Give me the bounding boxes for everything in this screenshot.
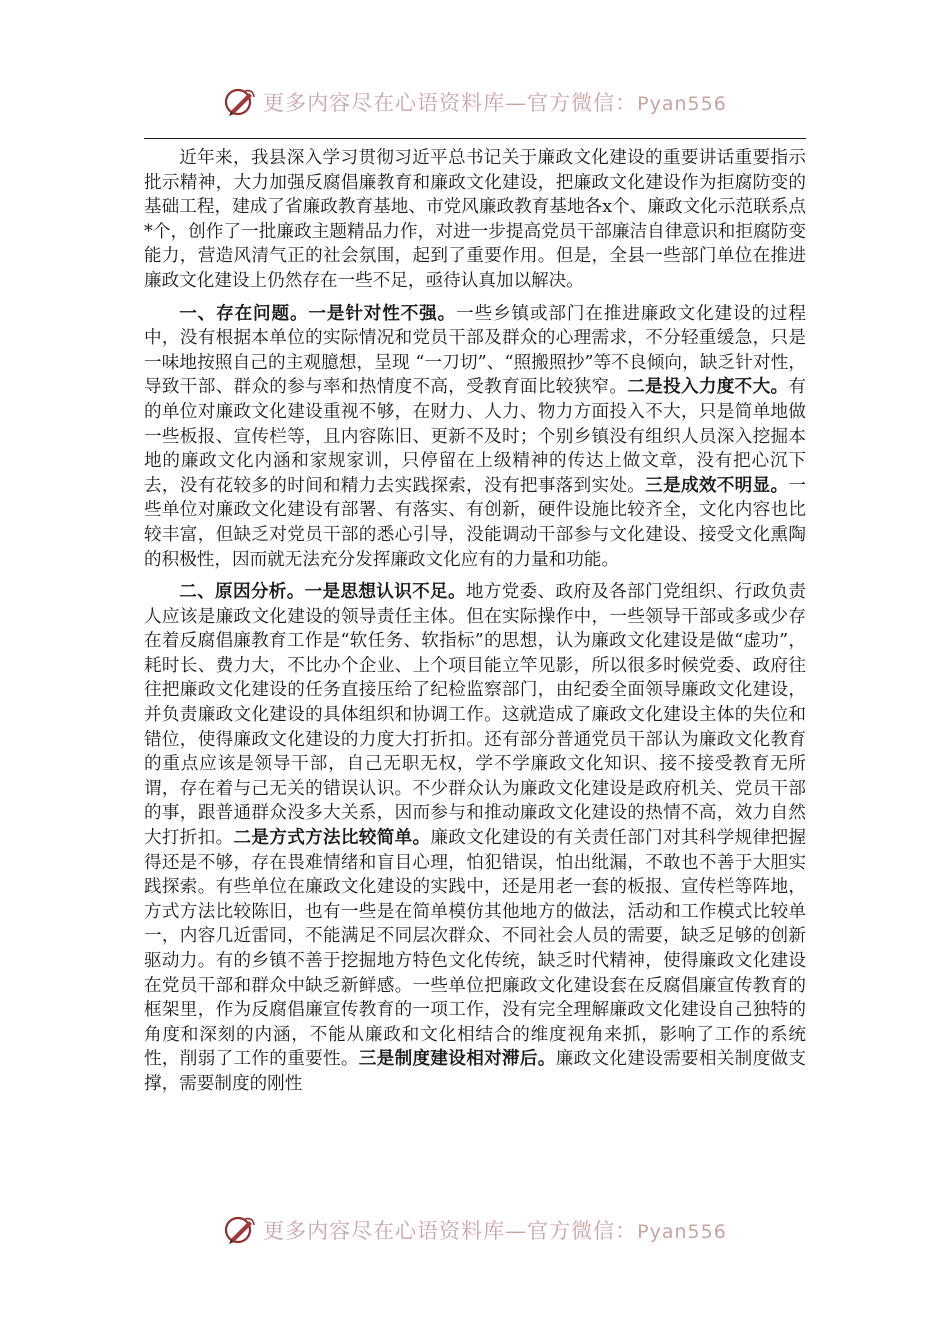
intro-paragraph: 近年来，我县深入学习贯彻习近平总书记关于廉政文化建设的重要讲话重要指示批示精神，大力加强反腐倡廉教育和廉政文化建设，把廉政文化建设作为拒腐防变的基础工程，建成了省廉政教育基地、市党风廉政教育基地各x个、廉政文化示范联系点*个，创作了一批廉政主题精品力作，对进一步提高党员干部廉洁自律意识和拒腐防变能力，营造风清气正的社会氛围，起到了重要作用。但是，全县一些部门单位在推进廉政文化建设上仍然存在一些不足，亟待认真加以解决。 <box>144 148 806 291</box>
section-heading: 二、原因分析。 <box>179 581 305 603</box>
footer-banner <box>0 1210 950 1250</box>
point-title: 三是成效不明显。 <box>645 474 789 496</box>
section-causes: 二、原因分析。一是思想认识不足。地方党委、政府及各部门党组织、行政负责人应该是廉政文化建设的领导责任主体。但在实际操作中，一些领导干部或多或少存在着反腐倡廉教育工作是“软任务、软指标”的思想，认为廉政文化建设是做“虚功”，耗时长、费力大，不比办个企业、上个项目能立竿见影，所以很多时候党委、政府往往把廉政文化建设的任务直接压给了纪检监察部门，由纪委全面领导廉政文化建设，并负责廉政文化建设的具体组织和协调工作。这就造成了廉政文化建设主体的失位和错位，使得廉政文化建设的力度大打折扣。还有部分普通党员干部认为廉政文化教育的重点应该是领导干部，自己无职无权，学不学廉政文化知识、接不接受教育无所谓，存在着与己无关的错误认识。不少群众认为廉政文化建设是政府机关、党员干部的事，跟普通群众没多大关系，因而参与和推动廉政文化建设的热情不高，效力自然大打折扣。二是方式方法比较简单。廉政文化建设的有关责任部门对其科学规律把握得还是不够，存在畏难情绪和盲目心理，怕犯错误，怕出纰漏，不敢也不善于大胆实践探索。有些单位在廉政文化建设的实践中，还是用老一套的板报、宣传栏等阵地，方式方法比较陈旧，也有一些是在简单模仿其他地方的做法，活动和工作模式比较单一，内容几近雷同，不能满足不同层次群众、不同社会人员的需要，缺乏足够的创新驱动力。有的乡镇不善于挖掘地方特色文化传统，缺乏时代精神，使得廉政文化建设在党员干部和群众中缺乏新鲜感。一些单位把廉政文化建设套在反腐倡廉宣传教育的框架里，作为反腐倡廉宣传教育的一项工作，没有完全理解廉政文化建设自己独特的角度和深刻的内涵，不能从廉政和文化相结合的维度视角来抓，影响了工作的系统性，削弱了工作的重要性。三是制度建设相对滞后。廉政文化建设需要相关制度做支撑，需要制度的刚性 <box>144 581 806 1094</box>
banner-text: 更多内容尽在心语资料库—官方微信：Pyan556 <box>263 91 727 115</box>
section-heading: 一、存在问题。 <box>179 302 309 324</box>
point-title: 二是投入力度不大。 <box>627 376 789 398</box>
point-title: 一是思想认识不足。 <box>304 581 466 603</box>
banner-text: 更多内容尽在心语资料库—官方微信：Pyan556 <box>263 1219 727 1243</box>
document-body <box>144 146 806 1097</box>
point-title: 三是制度建设相对滞后。 <box>358 1048 556 1070</box>
section-problems: 一、存在问题。一是针对性不强。一些乡镇或部门在推进廉政文化建设的过程中，没有根据本单位的实际情况和党员干部及群众的心理需求，不分轻重缓急，只是一味地按照自己的主观臆想，呈现 “一刀切”、“照搬照抄”等不良倾向，缺乏针对性，导致干部、群众的参与率和热情度不高，受教育面比较狭窄。二是投入力度不大。有的单位对廉政文化建设重视不够，在财力、人力、物力方面投入不大，只是简单地做一些板报、宣传栏等，且内容陈旧、更新不及时；个别乡镇没有组织人员深入挖掘本地的廉政文化内涵和家规家训，只停留在上级精神的传达上做文章，没有把心沉下去，没有花较多的时间和精力去实践探索，没有把事落到实处。三是成效不明显。一些单位对廉政文化建设有部署、有落实、有创新，硬件设施比较齐全，文化内容也比较丰富，但缺乏对党员干部的悉心引导，没能调动干部参与文化建设、接受文化熏陶的积极性，因而就无法充分发挥廉政文化应有的力量和功能。 <box>144 302 806 570</box>
header-banner <box>0 82 950 122</box>
point-title: 一是针对性不强。 <box>308 302 457 324</box>
pen-logo-icon <box>223 1213 257 1247</box>
point-title: 二是方式方法比较简单。 <box>233 827 431 849</box>
pen-logo-icon <box>223 85 257 119</box>
header-rule <box>144 138 806 139</box>
